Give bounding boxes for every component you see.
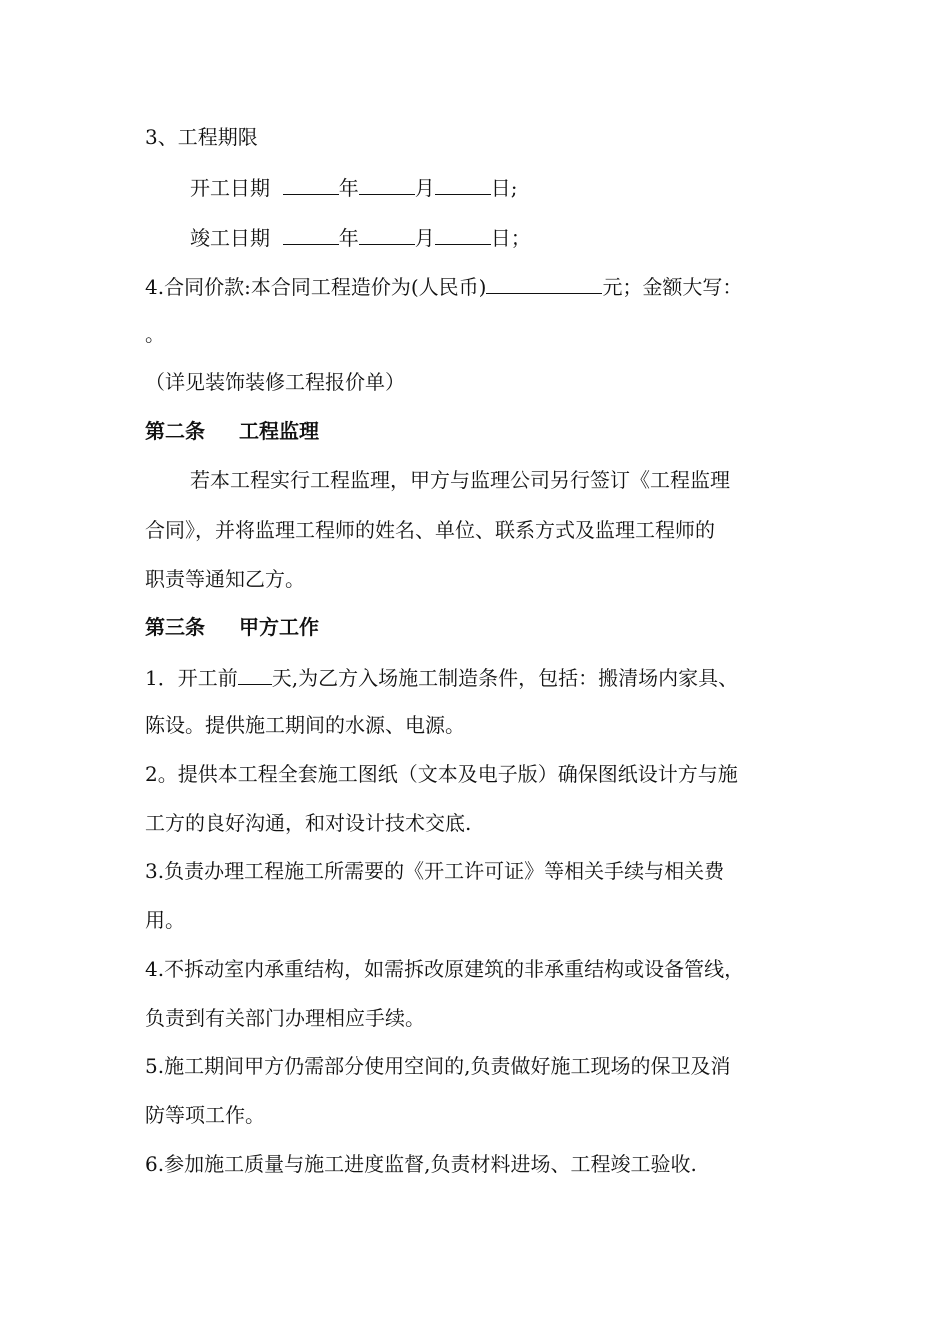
start-day-blank	[435, 174, 491, 195]
day-label: 日;	[490, 176, 518, 200]
end-year-blank	[283, 224, 339, 245]
article3-line: 6.参加施工质量与施工进度监督,负责材料进场、工程竣工验收.	[145, 1152, 697, 1176]
article2-heading	[145, 419, 825, 443]
article2-title: 工程监理	[239, 419, 319, 443]
price-blank	[486, 273, 602, 294]
end-date-line	[190, 224, 870, 250]
item4-suffix: 元；金额大写：	[602, 275, 743, 299]
days-blank	[238, 664, 272, 685]
article2-line-3: 职责等通知乙方。	[145, 567, 305, 591]
day-label: 日；	[490, 226, 531, 250]
article3-heading	[145, 615, 825, 639]
article3-line: 工方的良好沟通，和对设计技术交底.	[145, 811, 472, 835]
end-day-blank	[435, 224, 491, 245]
year-label: 年	[338, 226, 359, 250]
item3-title: 3、工程期限	[145, 125, 258, 149]
end-date-label: 竣工日期	[190, 226, 270, 250]
article2-line-1: 若本工程实行工程监理，甲方与监理公司另行签订《工程监理	[190, 468, 730, 492]
year-label: 年	[338, 176, 359, 200]
item4-prefix: 4.合同价款:本合同工程造价为(人民币)	[145, 275, 487, 299]
article3-line: 陈设。提供施工期间的水源、电源。	[145, 713, 465, 737]
item4-period: 。	[145, 322, 165, 346]
article2-line-2: 合同》，并将监理工程师的姓名、单位、联系方式及监理工程师的	[145, 518, 715, 542]
item4-price-line	[145, 273, 825, 299]
item4-note: （详见装饰装修工程报价单）	[145, 370, 405, 394]
article3-title: 甲方工作	[239, 615, 319, 639]
start-date-line	[190, 174, 870, 200]
start-month-blank	[359, 174, 415, 195]
article3-line: 4.不拆动室内承重结构，如需拆改原建筑的非承重结构或设备管线，	[145, 957, 745, 981]
start-year-blank	[283, 174, 339, 195]
start-date-label: 开工日期	[190, 176, 270, 200]
article3-line: 用。	[145, 908, 185, 932]
article3-number: 第三条	[145, 615, 205, 639]
article3-line: 3.负责办理工程施工所需要的《开工许可证》等相关手续与相关费	[145, 859, 725, 883]
month-label: 月	[414, 226, 435, 250]
article3-line: 负责到有关部门办理相应手续。	[145, 1006, 425, 1030]
article3-line: 2。提供本工程全套施工图纸（文本及电子版）确保图纸设计方与施	[145, 762, 738, 786]
article3-line: 防等项工作。	[145, 1103, 265, 1127]
item1-suffix: 天,为乙方入场施工制造条件，包括：搬清场内家具、	[271, 666, 739, 690]
month-label: 月	[414, 176, 435, 200]
end-month-blank	[359, 224, 415, 245]
article2-number: 第二条	[145, 419, 205, 443]
item1-prefix: 1．开工前	[145, 666, 238, 690]
article3-item1	[145, 664, 825, 690]
article3-line: 5.施工期间甲方仍需部分使用空间的,负责做好施工现场的保卫及消	[145, 1054, 731, 1078]
